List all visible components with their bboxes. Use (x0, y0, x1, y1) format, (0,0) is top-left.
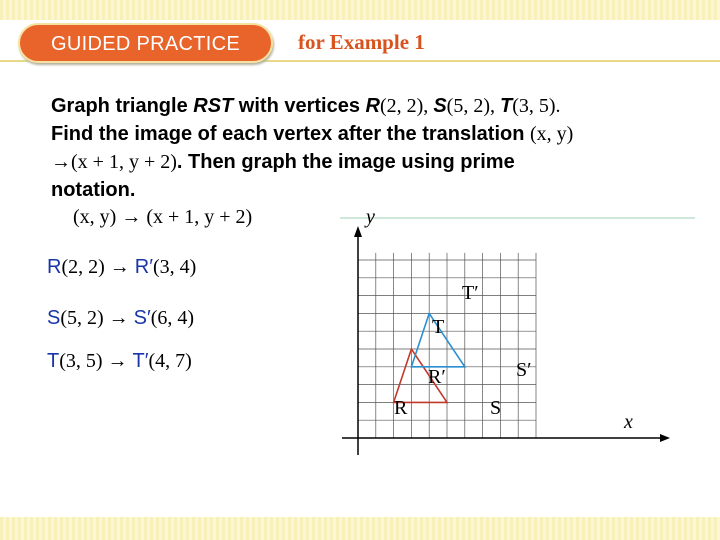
y-axis-label: y (366, 206, 375, 228)
label-t-prime: T′ (462, 282, 479, 304)
problem-line-4: notation. (51, 179, 136, 201)
problem-line-2: Find the image of each vertex after the translation (x, y) (51, 123, 574, 145)
x-axis-label: x (624, 411, 633, 433)
label-r: R (394, 397, 408, 419)
mapping-r: R(2, 2) → R′(3, 4) (47, 256, 197, 278)
label-r-prime: R′ (428, 366, 446, 388)
example-reference: for Example 1 (298, 30, 425, 54)
label-s-prime: S′ (516, 359, 532, 381)
mapping-t: T(3, 5) → T′(4, 7) (47, 350, 192, 372)
badge-label: GUIDED PRACTICE (51, 33, 240, 55)
translation-rule: (x, y) → (x + 1, y + 2) (73, 206, 253, 228)
label-t: T (432, 316, 445, 338)
mapping-s: S(5, 2) → S′(6, 4) (47, 307, 195, 329)
label-s: S (490, 397, 502, 419)
y-axis-arrow-icon (354, 226, 362, 237)
x-axis-arrow-icon (660, 434, 670, 442)
grid (358, 253, 536, 438)
problem-line-1: Graph triangle RST with vertices R(2, 2), S(5, 2), T(3, 5). (51, 95, 561, 117)
bottom-decorative-stripe (0, 517, 720, 540)
problem-line-3: →(x + 1, y + 2). Then graph the image using prime (51, 151, 515, 173)
